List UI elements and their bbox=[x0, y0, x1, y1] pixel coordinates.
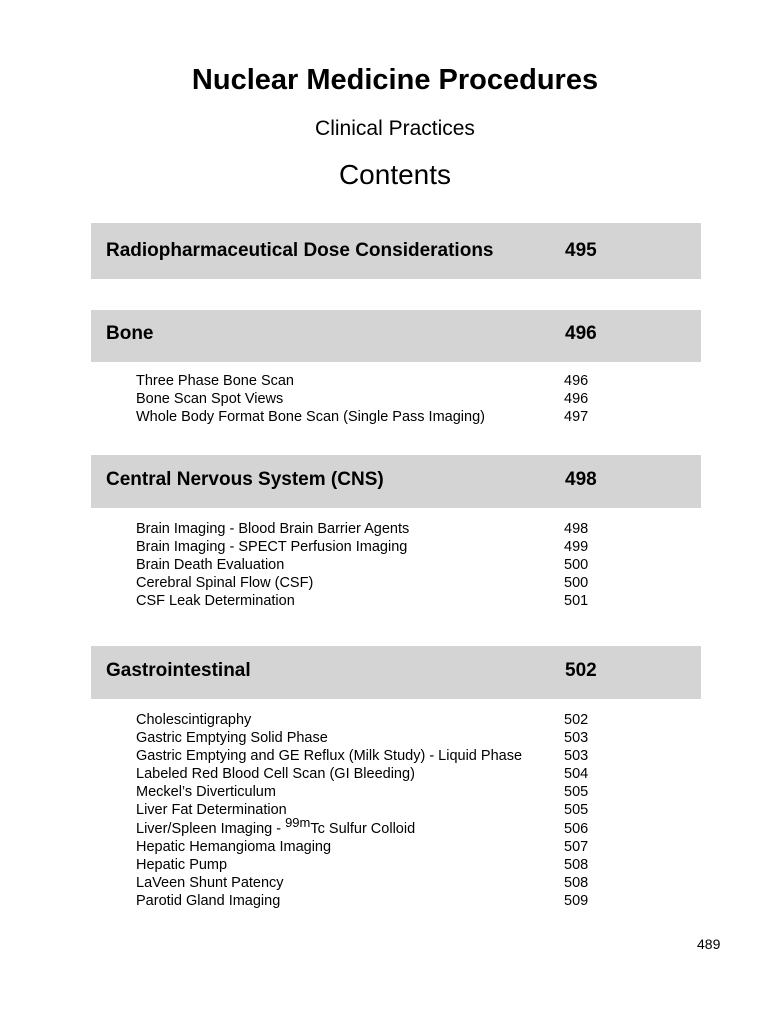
list-item bbox=[136, 592, 606, 610]
section-page: 495 bbox=[565, 240, 597, 261]
item-page: 505 bbox=[564, 802, 589, 819]
item-page: 498 bbox=[564, 521, 589, 537]
item-page: 496 bbox=[564, 391, 589, 408]
section-page: 496 bbox=[565, 323, 597, 344]
section-band-cns bbox=[91, 455, 701, 508]
item-label: Brain Death Evaluation bbox=[136, 557, 285, 574]
page-title: Nuclear Medicine Procedures bbox=[191, 64, 599, 96]
item-page: 507 bbox=[564, 838, 589, 855]
list-item bbox=[136, 372, 606, 390]
item-page: 509 bbox=[564, 892, 589, 909]
list-item bbox=[136, 892, 606, 910]
item-label: Meckel’s Diverticulum bbox=[136, 784, 276, 801]
list-item bbox=[136, 814, 606, 838]
list-item bbox=[136, 408, 606, 426]
item-page: 497 bbox=[564, 409, 589, 426]
item-label-prefix: Liver/Spleen Imaging - bbox=[136, 820, 282, 837]
item-page: 500 bbox=[564, 575, 589, 592]
item-label: Gastric Emptying Solid Phase bbox=[136, 730, 328, 747]
item-label: Liver Fat Determination bbox=[136, 802, 287, 819]
item-page: 501 bbox=[564, 593, 589, 610]
gi-list bbox=[136, 711, 606, 910]
item-page: 508 bbox=[564, 874, 589, 891]
list-item bbox=[136, 574, 606, 592]
item-label: Hepatic Hemangioma Imaging bbox=[136, 838, 332, 855]
item-label: Three Phase Bone Scan bbox=[136, 373, 294, 389]
section-title: Bone bbox=[106, 323, 154, 344]
item-label: Cholescintigraphy bbox=[136, 712, 252, 728]
contents-heading: Contents bbox=[338, 159, 452, 190]
section-page: 502 bbox=[565, 660, 597, 681]
item-label: Parotid Gland Imaging bbox=[136, 892, 281, 909]
item-label: Whole Body Format Bone Scan (Single Pass Imaging) bbox=[136, 409, 485, 426]
item-page: 505 bbox=[564, 784, 589, 801]
item-page: 502 bbox=[564, 712, 589, 728]
section-band-gi bbox=[91, 646, 701, 699]
item-label: Brain Imaging - SPECT Perfusion Imaging bbox=[136, 539, 408, 556]
list-item bbox=[136, 711, 606, 729]
item-label: Cerebral Spinal Flow (CSF) bbox=[136, 575, 314, 592]
item-page: 508 bbox=[564, 856, 589, 873]
isotope-superscript: 99m bbox=[285, 814, 311, 830]
item-label: Brain Imaging - Blood Brain Barrier Agents bbox=[136, 521, 410, 537]
item-label: CSF Leak Determination bbox=[136, 593, 295, 610]
item-label: Labeled Red Blood Cell Scan (GI Bleeding) bbox=[136, 766, 415, 783]
item-label: Gastric Emptying and GE Reflux (Milk Study) - Liquid Phase bbox=[136, 748, 523, 765]
list-item bbox=[136, 765, 606, 783]
item-page: 503 bbox=[564, 748, 589, 765]
item-label-suffix: Tc Sulfur Colloid bbox=[310, 820, 416, 837]
item-page: 503 bbox=[564, 730, 589, 747]
bone-list bbox=[136, 372, 606, 426]
section-title: Central Nervous System (CNS) bbox=[106, 469, 384, 490]
list-item bbox=[136, 801, 606, 819]
cns-list bbox=[136, 520, 606, 610]
section-page: 498 bbox=[565, 469, 597, 490]
section-title: Radiopharmaceutical Dose Considerations bbox=[106, 240, 494, 261]
list-item bbox=[136, 538, 606, 556]
item-label: LaVeen Shunt Patency bbox=[136, 874, 284, 891]
list-item bbox=[136, 783, 606, 801]
list-item bbox=[136, 747, 606, 765]
section-band-bone bbox=[91, 310, 701, 362]
item-page: 504 bbox=[564, 766, 589, 783]
page-number: 489 bbox=[697, 936, 721, 952]
section-title: Gastrointestinal bbox=[106, 660, 251, 681]
list-item bbox=[136, 874, 606, 892]
list-item bbox=[136, 390, 606, 408]
item-page: 499 bbox=[564, 539, 589, 556]
section-band-dose bbox=[91, 223, 701, 279]
item-page: 500 bbox=[564, 557, 589, 574]
list-item bbox=[136, 856, 606, 874]
item-page: 506 bbox=[564, 820, 589, 837]
list-item bbox=[136, 838, 606, 856]
list-item bbox=[136, 556, 606, 574]
list-item bbox=[136, 520, 606, 538]
item-label: Bone Scan Spot Views bbox=[136, 391, 284, 408]
list-item bbox=[136, 729, 606, 747]
page-subtitle: Clinical Practices bbox=[315, 117, 475, 140]
item-page: 496 bbox=[564, 373, 589, 389]
item-label: Hepatic Pump bbox=[136, 856, 228, 873]
